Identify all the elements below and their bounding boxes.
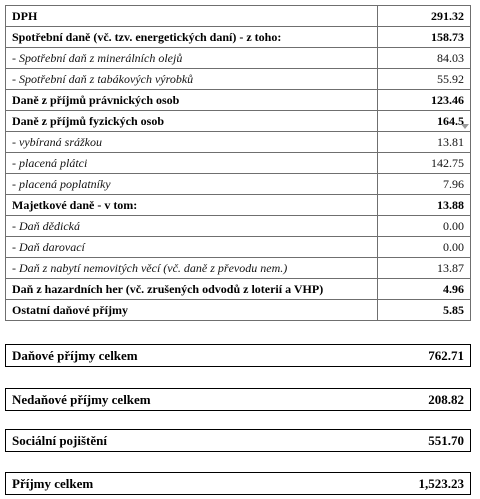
row-value: 5.85 (378, 300, 471, 321)
table-row (6, 111, 471, 132)
row-label: - placená poplatníky (6, 174, 378, 195)
row-label: Ostatní daňové příjmy (6, 300, 378, 321)
row-label: - vybíraná srážkou (6, 132, 378, 153)
table-row (6, 6, 471, 27)
table-row (6, 258, 471, 279)
summary-row (6, 430, 471, 452)
table-row (6, 216, 471, 237)
summary-label: Příjmy celkem (6, 473, 379, 495)
summary-row (6, 345, 471, 367)
row-value: 55.92 (378, 69, 471, 90)
table-row (6, 153, 471, 174)
row-value: 84.03 (378, 48, 471, 69)
summary-value: 551.70 (378, 430, 471, 452)
row-value: 13.81 (378, 132, 471, 153)
summary-row (6, 389, 471, 411)
row-value: 158.73 (378, 27, 471, 48)
row-label: Daně z příjmů právnických osob (6, 90, 378, 111)
table-row (6, 48, 471, 69)
summary-dph-total (5, 344, 471, 367)
summary-non-tax-total (5, 388, 471, 411)
row-label: - Daň darovací (6, 237, 378, 258)
summary-revenue-total (5, 472, 471, 495)
table-row (6, 279, 471, 300)
row-value: 123.46 (378, 90, 471, 111)
row-label: - placená plátci (6, 153, 378, 174)
row-label: - Spotřební daň z tabákových výrobků (6, 69, 378, 90)
row-label: - Daň dědická (6, 216, 378, 237)
dropdown-arrow-icon (461, 124, 469, 129)
row-label: Majetkové daně - v tom: (6, 195, 378, 216)
row-label: - Spotřební daň z minerálních olejů (6, 48, 378, 69)
table-row (6, 237, 471, 258)
table-row (6, 132, 471, 153)
table-row (6, 27, 471, 48)
row-value: 0.00 (378, 237, 471, 258)
row-value: 0.00 (378, 216, 471, 237)
table-row (6, 174, 471, 195)
summary-value: 208.82 (378, 389, 471, 411)
table-row (6, 195, 471, 216)
row-value: 13.87 (378, 258, 471, 279)
table-row (6, 69, 471, 90)
row-label: Spotřební daně (vč. tzv. energetických daní) - z toho: (6, 27, 378, 48)
summary-value: 1,523.23 (378, 473, 471, 495)
summary-label: Daňové příjmy celkem (6, 345, 379, 367)
row-value: 13.88 (378, 195, 471, 216)
table-row (6, 90, 471, 111)
row-label: - Daň z nabytí nemovitých věcí (vč. daně z převodu nem.) (6, 258, 378, 279)
summary-label: Nedaňové příjmy celkem (6, 389, 379, 411)
row-label: Daň z hazardních her (vč. zrušených odvodů z loterií a VHP) (6, 279, 378, 300)
row-label: DPH (6, 6, 378, 27)
row-value: 142.75 (378, 153, 471, 174)
row-value: 291.32 (378, 6, 471, 27)
summary-social-insurance (5, 429, 471, 452)
row-value: 4.96 (378, 279, 471, 300)
row-value: 164.5 (378, 111, 471, 132)
table-row (6, 300, 471, 321)
row-value: 7.96 (378, 174, 471, 195)
row-label: Daně z příjmů fyzických osob (6, 111, 378, 132)
summary-label: Sociální pojištění (6, 430, 379, 452)
revenue-table (5, 5, 471, 321)
summary-row (6, 473, 471, 495)
summary-value: 762.71 (378, 345, 471, 367)
